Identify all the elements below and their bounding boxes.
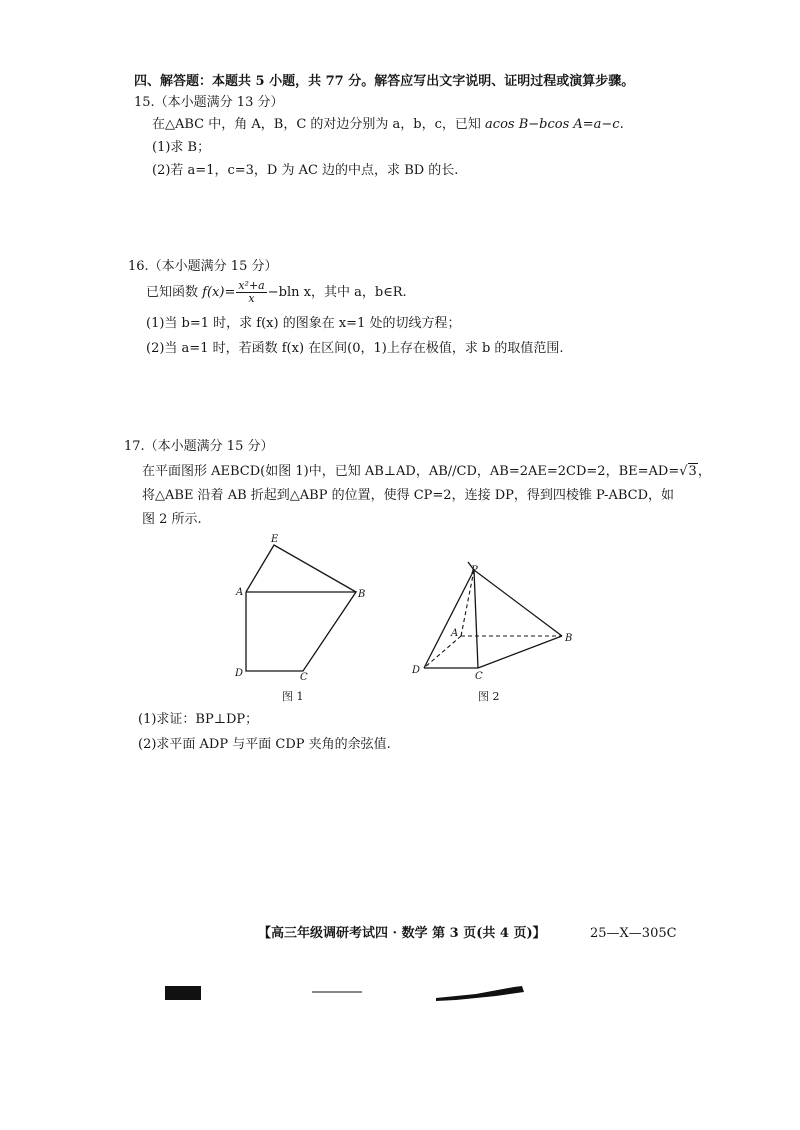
scan-smudge-left — [165, 986, 201, 1000]
fig1-label-d: D — [235, 668, 244, 679]
fig1-label-c: C — [300, 672, 308, 682]
scan-smudge-right — [436, 984, 526, 1002]
q15-title: 15.（本小题满分 13 分） — [134, 95, 284, 110]
fig2-edge-ad-hidden — [424, 636, 461, 668]
scan-smudge-center — [312, 991, 362, 993]
q17-line2: 将△ABE 沿着 AB 折起到△ABP 的位置，使得 CP=2，连接 DP，得到四棱锥 P-ABCD，如 — [142, 488, 674, 503]
q16-eq: = — [224, 285, 236, 300]
footer-exam-code: 25—X—305C — [590, 926, 677, 941]
fig1-label-e: E — [271, 534, 279, 545]
q15-stem — [152, 117, 624, 133]
q16-stem-pre: 已知函数 — [146, 285, 203, 300]
fig2-label-a: A — [451, 628, 459, 639]
q16-part1: (1)当 b=1 时，求 f(x) 的图象在 x=1 处的切线方程； — [146, 316, 461, 331]
fig1-label-b: B — [358, 589, 366, 600]
q16-stem-post: −bln x，其中 a，b∈R. — [267, 285, 407, 300]
fig2-label-p: P — [471, 565, 478, 576]
section-heading: 四、解答题：本题共 5 小题，共 77 分。解答应写出文字说明、证明过程或演算步骤。 — [134, 74, 635, 89]
q16-frac-numerator: x²+a — [238, 279, 265, 292]
q16-title: 16.（本小题满分 15 分） — [128, 259, 278, 274]
q17-title: 17.（本小题满分 15 分） — [124, 439, 274, 454]
fig2-label-c: C — [475, 671, 483, 682]
figure-2-caption: 图 2 — [478, 690, 500, 703]
fig2-edge-cb — [478, 636, 562, 668]
q15-stem-text: 在△ABC 中，角 A，B，C 的对边分别为 a，b，c，已知 — [152, 117, 486, 132]
q15-equation: acos B−bcos A=a−c — [485, 117, 620, 132]
fig1-edge-ae-eb — [246, 545, 356, 592]
q17-part2: (2)求平面 ADP 与平面 CDP 夹角的余弦值. — [138, 737, 391, 752]
q17-line1: 在平面图形 AEBCD(如图 1)中，已知 AB⊥AD，AB//CD，AB=2AE=2CD=2，BE=AD=√3， — [142, 464, 711, 479]
fig2-label-b: B — [565, 633, 573, 644]
q17-part1: (1)求证：BP⊥DP； — [138, 712, 259, 727]
q16-part2: (2)当 a=1 时，若函数 f(x) 在区间(0，1)上存在极值，求 b 的取值范围. — [146, 341, 564, 356]
q17-sqrt3: 3 — [688, 464, 697, 479]
q15-stem-end: . — [619, 117, 624, 132]
q17-line3: 图 2 所示. — [142, 512, 202, 527]
q16-fraction — [236, 280, 266, 305]
fig2-edge-pa-hidden — [461, 570, 474, 636]
figure-1-caption: 图 1 — [282, 690, 304, 703]
q17-line1-end: ， — [697, 464, 711, 479]
fig2-edge-pd — [424, 570, 474, 668]
fig2-edge-pb — [474, 570, 562, 636]
q16-fx: f(x) — [202, 285, 225, 300]
q15-part2: (2)若 a=1，c=3，D 为 AC 边的中点，求 BD 的长. — [152, 163, 459, 178]
fig1-label-a: A — [236, 587, 244, 598]
q16-frac-denominator: x — [248, 292, 255, 305]
figure-1-diagram — [230, 532, 370, 682]
fig2-edge-pc — [474, 570, 478, 668]
fig1-quadrilateral-abcd — [246, 592, 356, 671]
q16-stem — [146, 280, 407, 305]
fig2-label-d: D — [412, 665, 421, 676]
q17-line1-text: 在平面图形 AEBCD(如图 1)中，已知 AB⊥AD，AB//CD，AB=2AE=2CD=2，BE=AD= — [142, 464, 680, 479]
figure-2-diagram — [408, 556, 580, 682]
q15-part1: (1)求 B； — [152, 140, 211, 155]
footer-page-info: 【高三年级调研考试四 · 数学 第 3 页(共 4 页)】 — [258, 926, 546, 941]
